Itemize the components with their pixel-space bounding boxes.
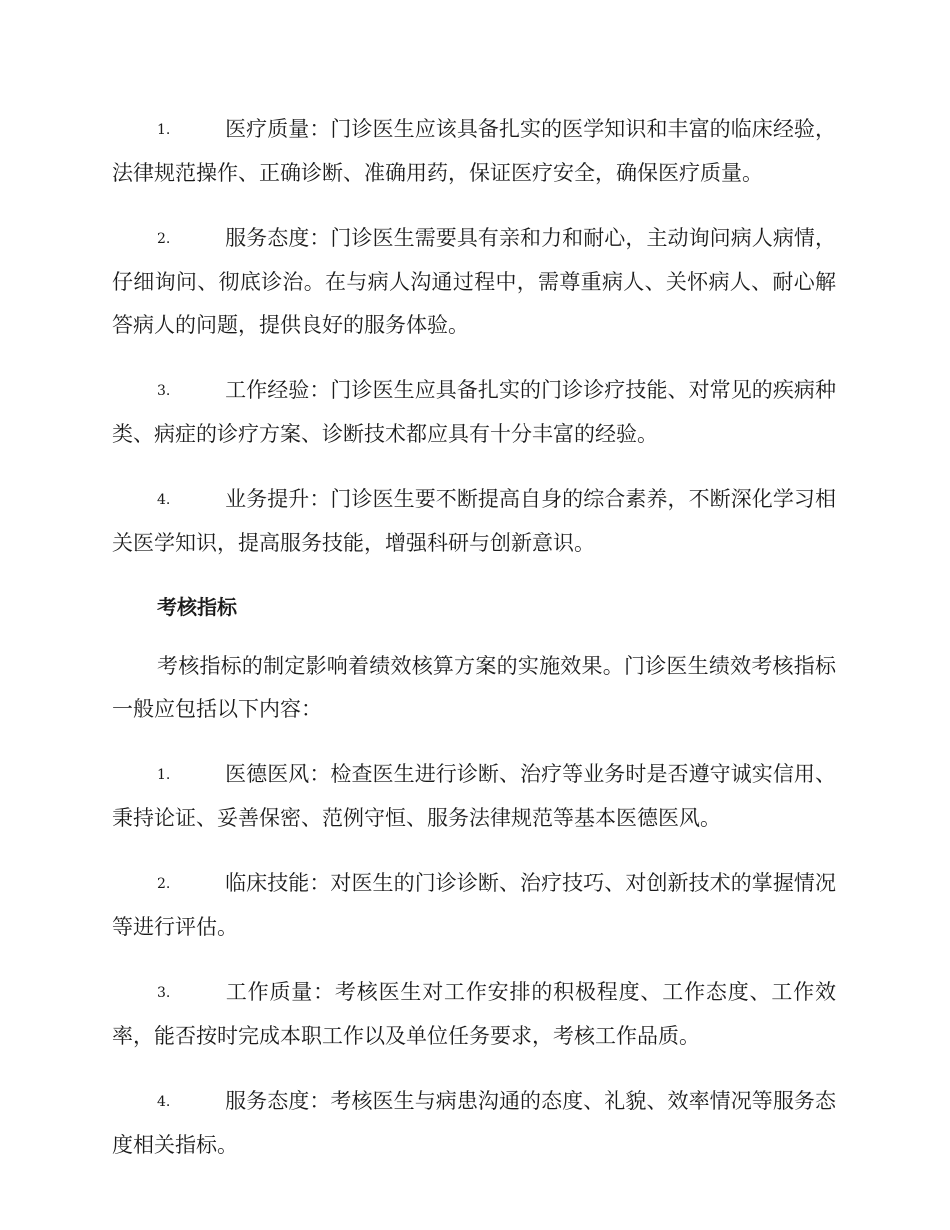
list-number: 2. [157, 231, 171, 247]
list-text: 业务提升：门诊医生要不断提高自身的综合素养，不断深化学习相关医学知识，提高服务技能，增强科研与创新意识。 [112, 487, 836, 555]
list-item [112, 971, 836, 1058]
list-number: 3. [157, 985, 171, 1001]
section-intro: 考核指标的制定影响着绩效核算方案的实施效果。门诊医生绩效考核指标一般应包括以下内容： [112, 654, 836, 721]
list-text: 医疗质量：门诊医生应该具备扎实的医学知识和丰富的临床经验，法律规范操作、正确诊断、准确用药，保证医疗安全，确保医疗质量。 [112, 117, 836, 185]
list-item [112, 753, 836, 840]
list-text: 临床技能：对医生的门诊诊断、治疗技巧、对创新技术的掌握情况等进行评估。 [112, 871, 836, 939]
list-number: 2. [157, 876, 171, 892]
list-number: 3. [157, 383, 171, 399]
list-text: 工作质量：考核医生对工作安排的积极程度、工作态度、工作效率，能否按时完成本职工作以及单位任务要求，考核工作品质。 [112, 980, 836, 1048]
list-item [112, 862, 836, 949]
list-text: 工作经验：门诊医生应具备扎实的门诊诊疗技能、对常见的疾病种类、病症的诊疗方案、诊断技术都应具有十分丰富的经验。 [112, 378, 836, 446]
list-number: 1. [157, 767, 171, 783]
list-number: 4. [157, 492, 171, 508]
list-item [112, 1080, 836, 1167]
list-item [112, 369, 836, 456]
list-item [112, 217, 836, 347]
list-number: 1. [157, 122, 171, 138]
list-number: 4. [157, 1094, 171, 1110]
list-text: 医德医风：检查医生进行诊断、治疗等业务时是否遵守诚实信用、秉持论证、妥善保密、范例守恒、服务法律规范等基本医德医风。 [112, 762, 836, 830]
list-text: 服务态度：考核医生与病患沟通的态度、礼貌、效率情况等服务态度相关指标。 [112, 1089, 836, 1157]
list-item [112, 108, 836, 195]
document-page [112, 108, 836, 1189]
section-heading: 考核指标 [157, 595, 237, 619]
list-text: 服务态度：门诊医生需要具有亲和力和耐心，主动询问病人病情，仔细询问、彻底诊治。在与病人沟通过程中，需尊重病人、关怀病人、耐心解答病人的问题，提供良好的服务体验。 [112, 226, 836, 337]
list-item [112, 478, 836, 565]
